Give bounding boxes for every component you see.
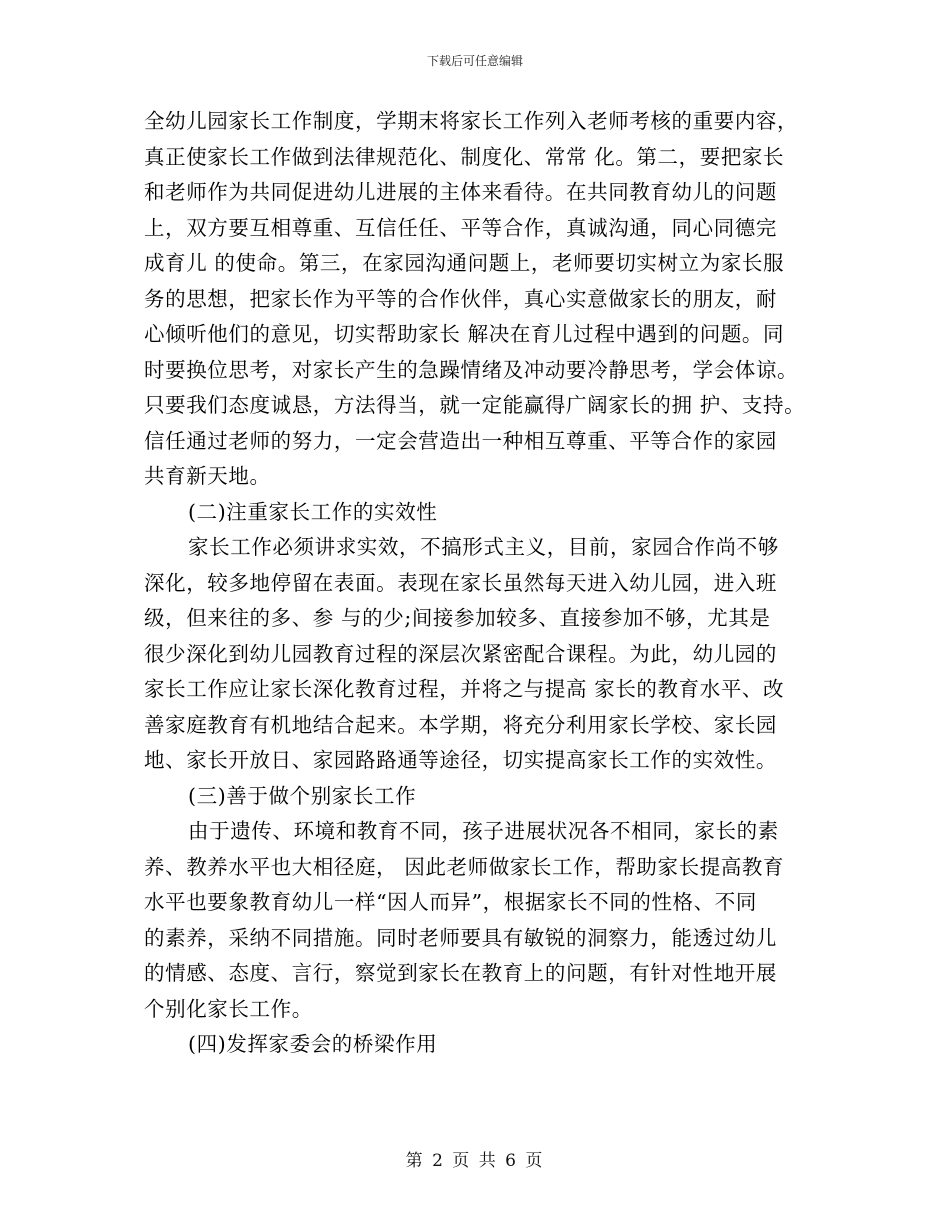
paragraph-line: 信任通过老师的努力，一定会营造出一种相互尊重、平等合作的家园 xyxy=(144,428,777,453)
paragraph-line: 个别化家长工作。 xyxy=(144,996,313,1021)
paragraph-line: 养、教养水平也大相径庭， 因此老师做家长工作，帮助家长提高教育 xyxy=(144,854,785,879)
paragraph-line: 全幼儿园家长工作制度，学期末将家长工作列入老师考核的重要内容， xyxy=(144,109,799,133)
paragraph-line: 上，双方要互相尊重、互信任任、平等合作，真诚沟通，同心同德完 xyxy=(144,215,777,240)
paragraph-line: 深化，较多地停留在表面。表现在家长虽然每天进入幼儿园，进入班 xyxy=(144,570,777,595)
paragraph-line: 时要换位思考，对家长产生的急躁情绪及冲动要冷静思考，学会体谅。 xyxy=(144,357,799,382)
section-heading: (二)注重家长工作的实效性 xyxy=(188,499,438,524)
paragraph-line: 级，但来往的多、参 与的少;间接参加较多、直接参加不够，尤其是 xyxy=(144,606,771,630)
page-header: 下载后可任意编辑 xyxy=(426,54,523,68)
paragraph-line: 很少深化到幼儿园教育过程的深层次紧密配合课程。为此，幼儿园的 xyxy=(144,641,777,666)
paragraph-line: 和老师作为共同促进幼儿进展的主体来看待。在共同教育幼儿的问题 xyxy=(144,180,777,204)
paragraph-line: 水平也要象教育幼儿一样“因人而异”，根据家长不同的性格、不同 xyxy=(144,890,757,914)
paragraph-line: 成育儿 的使命。第三，在家园沟通问题上，老师要切实树立为家长服 xyxy=(144,251,785,275)
paragraph-line: 务的思想，把家长作为平等的合作伙伴，真心实意做家长的朋友，耐 xyxy=(144,286,777,311)
paragraph-line: 家长工作必须讲求实效，不搞形式主义，目前，家园合作尚不够 xyxy=(188,535,779,559)
paragraph-line: 地、家长开放日、家园路路通等途径，切实提高家长工作的实效性。 xyxy=(144,748,777,772)
paragraph-line: 善家庭教育有机地结合起来。本学期，将充分利用家长学校、家长园 xyxy=(144,712,777,737)
document-body xyxy=(144,104,824,1063)
paragraph-line: 心倾听他们的意见，切实帮助家长 解决在育儿过程中遇到的问题。同 xyxy=(144,322,785,346)
section-heading: (三)善于做个别家长工作 xyxy=(188,783,417,808)
paragraph-line: 的素养，采纳不同措施。同时老师要具有敏锐的洞察力，能透过幼儿 xyxy=(144,925,777,950)
paragraph-line: 只要我们态度诚恳，方法得当，就一定能赢得广阔家长的拥 护、支持。 xyxy=(144,393,806,417)
paragraph-line: 家长工作应让家长深化教育过程，并将之与提高 家长的教育水平、改 xyxy=(144,677,785,701)
paragraph-line: 由于遗传、环境和教育不同，孩子进展状况各不相同，家长的素 xyxy=(188,819,779,843)
page-number: 第 2 页 共 6 页 xyxy=(405,1151,545,1171)
section-heading: (四)发挥家委会的桥梁作用 xyxy=(188,1032,438,1056)
paragraph-line: 共育新天地。 xyxy=(144,464,271,488)
paragraph-line: 真正使家长工作做到法律规范化、制度化、常常 化。第二，要把家长 xyxy=(144,144,785,169)
paragraph-line: 的情感、态度、言行，察觉到家长在教育上的问题，有针对性地开展 xyxy=(144,961,777,985)
